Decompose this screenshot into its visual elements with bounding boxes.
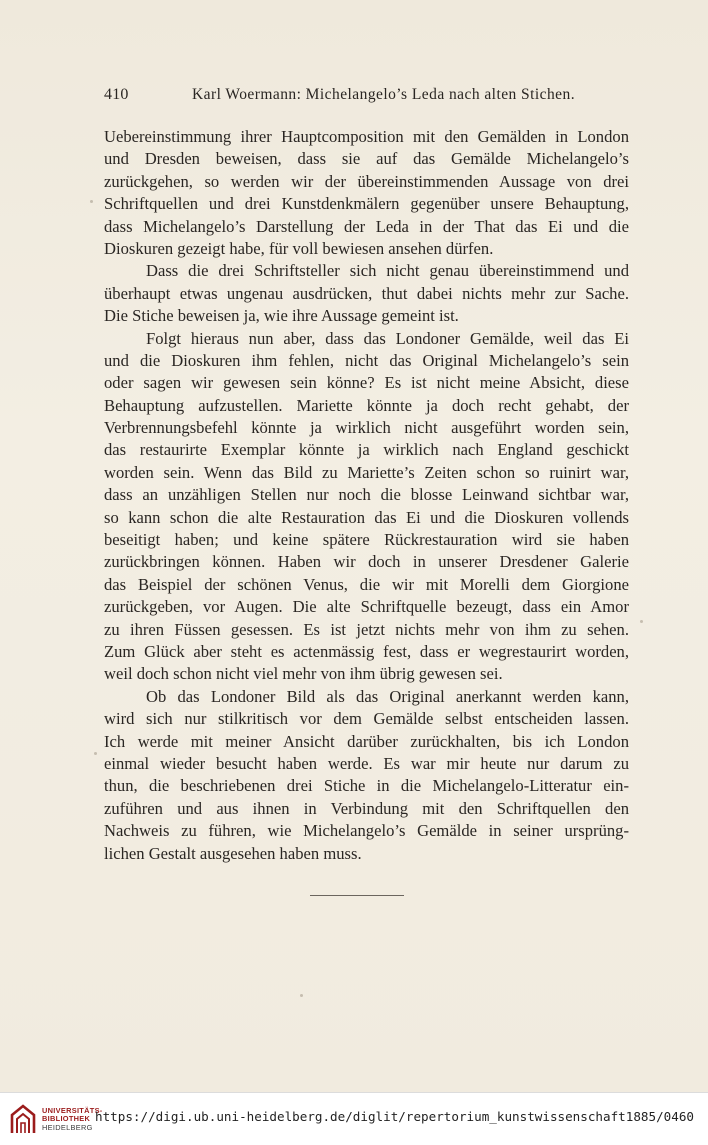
text-line: Uebereinstimmung ihrer Hauptcomposition mit den Gemälden in London (104, 127, 629, 146)
text-line: einmal wieder besucht haben werde. Es war mir heute nur darum zu (104, 753, 629, 773)
text-line: Verbrennungsbefehl könnte ja wirklich nicht ausgeführt worden sein, (104, 418, 629, 438)
paragraph-start-line: Folgt hieraus nun aber, dass das Londoner Gemälde, weil das Ei (146, 328, 629, 348)
source-url-link[interactable]: https://digi.ub.uni-heidelberg.de/diglit/repertorium_kunstwissenschaft1885/0460 (95, 1109, 694, 1124)
body-text (104, 126, 629, 865)
text-line: lichen Gestalt ausgesehen haben muss. (104, 843, 362, 863)
text-line: überhaupt etwas ungenau ausdrücken, thut dabei nichts mehr zur Sache. (104, 283, 629, 303)
text-line: und die Dioskuren ihm fehlen, nicht das Original Michelangelo’s sein (104, 350, 629, 370)
viewer-footer (0, 1092, 708, 1145)
text-line: Nachweis zu führen, wie Michelangelo’s Gemälde in seiner ursprüng- (104, 821, 629, 841)
text-line: und Dresden beweisen, dass sie auf das Gemälde Michelangelo’s (104, 149, 629, 169)
text-line: Dioskuren gezeigt habe, für voll bewiesen ansehen dürfen. (104, 238, 494, 258)
text-line: das restaurirte Exemplar könnte ja wirklich nach England geschickt (104, 440, 629, 460)
text-line: dass an unzähligen Stellen nur noch die blosse Leinwand sichtbar war, (104, 485, 629, 505)
paragraph-start-line: Dass die drei Schriftsteller sich nicht genau übereinstimmend und (146, 261, 629, 281)
text-line: Die Stiche beweisen ja, wie ihre Aussage gemeint ist. (104, 306, 459, 326)
text-line: worden sein. Wenn das Bild zu Mariette’s Zeiten schon so ruinirt war, (104, 462, 629, 482)
text-line: weil doch schon nicht viel mehr von ihm übrig gewesen sei. (104, 664, 503, 684)
running-head (104, 86, 624, 110)
library-name-line: HEIDELBERG (42, 1122, 93, 1132)
paper-speck (90, 200, 93, 203)
library-name-line: BIBLIOTHEK (42, 1114, 91, 1124)
text-line: das Beispiel der schönen Venus, die wir mit Morelli dem Giorgione (104, 574, 629, 594)
text-line: zuführen und aus ihnen in Verbindung mit den Schriftquellen den (104, 798, 629, 818)
text-line: oder sagen wir gewesen sein könne? Es ist nicht meine Absicht, diese (104, 373, 629, 393)
text-line: Behauptung aufzustellen. Mariette könnte ja doch recht gehabt, der (104, 395, 629, 415)
paragraph-start-line: Ob das Londoner Bild als das Original anerkannt werden kann, (146, 686, 629, 706)
text-line: Ich werde mit meiner Ansicht darüber zurückhalten, bis ich London (104, 731, 629, 751)
text-line: zurückgeben, vor Augen. Die alte Schriftquelle bezeugt, dass ein Amor (104, 597, 629, 617)
page-number: 410 (104, 86, 129, 103)
library-logo-icon (8, 1103, 38, 1137)
text-line: zurückbringen können. Haben wir doch in unserer Dresdener Galerie (104, 552, 629, 572)
section-end-rule (310, 895, 404, 896)
paper-speck (94, 752, 97, 755)
library-name (42, 1107, 103, 1132)
text-line: thun, die beschriebenen drei Stiche in die Michelangelo-Litteratur ein- (104, 776, 629, 796)
text-line: Schriftquellen und drei Kunstdenkmälern gegenüber unsere Behauptung, (104, 194, 629, 214)
text-line: beseitigt haben; und keine spätere Rückrestauration wird sie haben (104, 530, 629, 550)
text-line: zu ihren Füssen gesessen. Es ist jetzt nichts mehr von ihm zu sehen. (104, 619, 629, 639)
text-line: dass Michelangelo’s Darstellung der Leda in der That das Ei und die (104, 216, 629, 236)
paper-speck (640, 620, 643, 623)
text-line: so kann schon die alte Restauration das Ei und die Dioskuren vollends (104, 507, 629, 527)
text-line: Zum Glück aber steht es actenmässig fest, dass er wegrestaurirt worden, (104, 641, 629, 661)
text-line: wird sich nur stilkritisch vor dem Gemälde selbst entscheiden lassen. (104, 709, 629, 729)
running-head-title: Karl Woermann: Michelangelo’s Leda nach alten Stichen. (192, 86, 576, 103)
library-name-line: UNIVERSITÄTS- (42, 1106, 103, 1115)
text-line: zurückgehen, so werden wir der übereinstimmenden Aussage von drei (104, 171, 629, 191)
paper-speck (300, 994, 303, 997)
